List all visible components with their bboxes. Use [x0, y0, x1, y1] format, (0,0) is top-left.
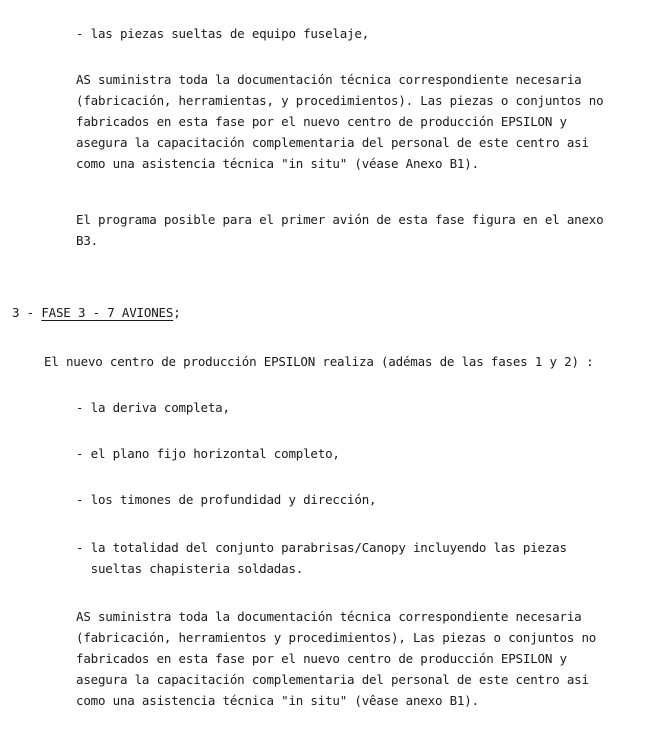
section-intro: El nuevo centro de producción EPSILON realiza (adémas de las fases 1 y 2) :: [44, 354, 594, 369]
para1-line-1: AS suministra toda la documentación técnica correspondiente necesaria: [76, 72, 582, 87]
section-title-suffix: ;: [173, 305, 181, 320]
para3-line-5: como una asistencia técnica "in situ" (vêase anexo B1).: [76, 693, 479, 708]
section-number: 3 -: [12, 305, 42, 320]
para3-line-3: fabricados en esta fase por el nuevo centro de producción EPSILON y: [76, 651, 567, 666]
para3-line-4: asegura la capacitación complementaria del personal de este centro asi: [76, 672, 589, 687]
para3-line-2: (fabricación, herramientos y procedimientos), Las piezas o conjuntos no: [76, 630, 597, 645]
section-title: FASE 3 - 7 AVIONES: [41, 305, 174, 320]
para1-line-3: fabricados en esta fase por el nuevo centro de producción EPSILON y: [76, 114, 567, 129]
bullet-plano-fijo: - el plano fijo horizontal completo,: [76, 446, 340, 461]
bullet-deriva: - la deriva completa,: [76, 400, 230, 415]
bullet-parabrisas-line-2: sueltas chapisteria soldadas.: [76, 561, 304, 576]
para2-line-1: El programa posible para el primer avión de esta fase figura en el anexo: [76, 212, 604, 227]
bullet-fuselaje: - las piezas sueltas de equipo fuselaje,: [76, 26, 370, 41]
para1-line-4: asegura la capacitación complementaria del personal de este centro asi: [76, 135, 589, 150]
para1-line-5: como una asistencia técnica "in situ" (véase Anexo B1).: [76, 156, 479, 171]
bullet-timones: - los timones de profundidad y dirección,: [76, 492, 377, 507]
bullet-parabrisas-line-1: - la totalidad del conjunto parabrisas/Canopy incluyendo las piezas: [76, 540, 567, 555]
para1-line-2: (fabricación, herramientas, y procedimientos). Las piezas o conjuntos no: [76, 93, 604, 108]
para3-line-1: AS suministra toda la documentación técnica correspondiente necesaria: [76, 609, 582, 624]
section-3-heading: [12, 303, 181, 324]
para2-line-2: B3.: [76, 233, 98, 248]
